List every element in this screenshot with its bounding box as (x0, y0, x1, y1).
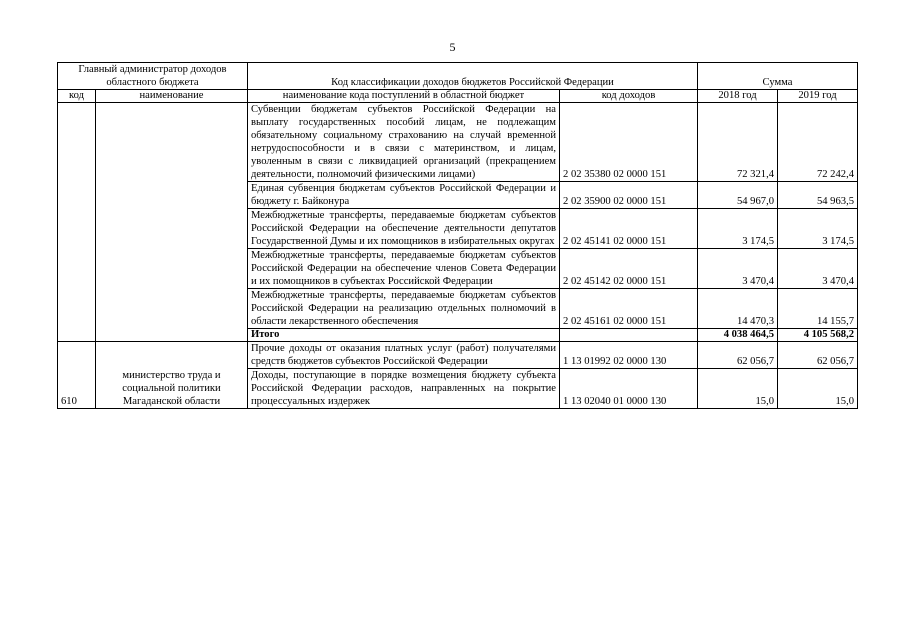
admin-code: 610 (58, 342, 96, 409)
income-name: Единая субвенция бюджетам субъектов Российской Федерации и бюджету г. Байконура (248, 182, 560, 209)
header-administrator-group: Главный администратор доходов областного бюджета (58, 63, 248, 90)
income-code: 2 02 45161 02 0000 151 (560, 289, 698, 329)
amount-2019: 62 056,7 (778, 342, 858, 369)
income-code: 2 02 45141 02 0000 151 (560, 209, 698, 249)
total-2018: 4 038 464,5 (698, 329, 778, 342)
amount-2018: 15,0 (698, 369, 778, 409)
income-code: 2 02 35380 02 0000 151 (560, 103, 698, 182)
amount-2019: 3 470,4 (778, 249, 858, 289)
amount-2018: 3 470,4 (698, 249, 778, 289)
income-code: 2 02 45142 02 0000 151 (560, 249, 698, 289)
page-number: 5 (449, 40, 456, 54)
amount-2019: 14 155,7 (778, 289, 858, 329)
header-col-2019: 2019 год (778, 90, 858, 103)
header-col-2018: 2018 год (698, 90, 778, 103)
income-name: Межбюджетные трансферты, передаваемые бюджетам субъектов Российской Федерации на реализацию отдельных полномочий в области лекарственного обеспечения (248, 289, 560, 329)
income-code: 1 13 02040 01 0000 130 (560, 369, 698, 409)
admin-name: министерство труда и социальной политики Магаданской области (96, 342, 248, 409)
income-table (57, 62, 858, 409)
header-col-income-code: код доходов (560, 90, 698, 103)
header-classification-group: Код классификации доходов бюджетов Российской Федерации (248, 63, 698, 90)
total-label: Итого (248, 329, 560, 342)
table-row (58, 103, 858, 182)
income-name: Межбюджетные трансферты, передаваемые бюджетам субъектов Российской Федерации на обеспечение деятельности депутатов Государственной Думы и их помощников в избирательных округах (248, 209, 560, 249)
income-name: Субвенции бюджетам субъектов Российской Федерации на выплату государственных пособий лицам, не подлежащим обязательному социальному страхованию на случай временной нетрудоспособности и в связи с материнством, и лицам, уволенным в связи с ликвидацией организаций (прекращением деятельности, полномочий физическими лицами) (248, 103, 560, 182)
amount-2018: 3 174,5 (698, 209, 778, 249)
amount-2019: 15,0 (778, 369, 858, 409)
amount-2018: 54 967,0 (698, 182, 778, 209)
header-sum-group: Сумма (698, 63, 858, 90)
admin-name-cell-empty (96, 103, 248, 342)
table-row (58, 342, 858, 369)
income-name: Доходы, поступающие в порядке возмещения бюджету субъекта Российской Федерации расходов, направленных на покрытие процессуальных издержек (248, 369, 560, 409)
amount-2019: 3 174,5 (778, 209, 858, 249)
amount-2018: 62 056,7 (698, 342, 778, 369)
amount-2018: 14 470,3 (698, 289, 778, 329)
income-code: 2 02 35900 02 0000 151 (560, 182, 698, 209)
header-col-code: код (58, 90, 96, 103)
total-2019: 4 105 568,2 (778, 329, 858, 342)
header-col-income-name: наименование кода поступлений в областной бюджет (248, 90, 560, 103)
income-code: 1 13 01992 02 0000 130 (560, 342, 698, 369)
amount-2019: 54 963,5 (778, 182, 858, 209)
income-name: Прочие доходы от оказания платных услуг (работ) получателями средств бюджетов субъектов Российской Федерации (248, 342, 560, 369)
header-col-name: наименование (96, 90, 248, 103)
amount-2019: 72 242,4 (778, 103, 858, 182)
total-code-empty (560, 329, 698, 342)
amount-2018: 72 321,4 (698, 103, 778, 182)
admin-code-cell-empty (58, 103, 96, 342)
income-name: Межбюджетные трансферты, передаваемые бюджетам субъектов Российской Федерации на обеспечение членов Совета Федерации и их помощников в субъектах Российской Федерации (248, 249, 560, 289)
